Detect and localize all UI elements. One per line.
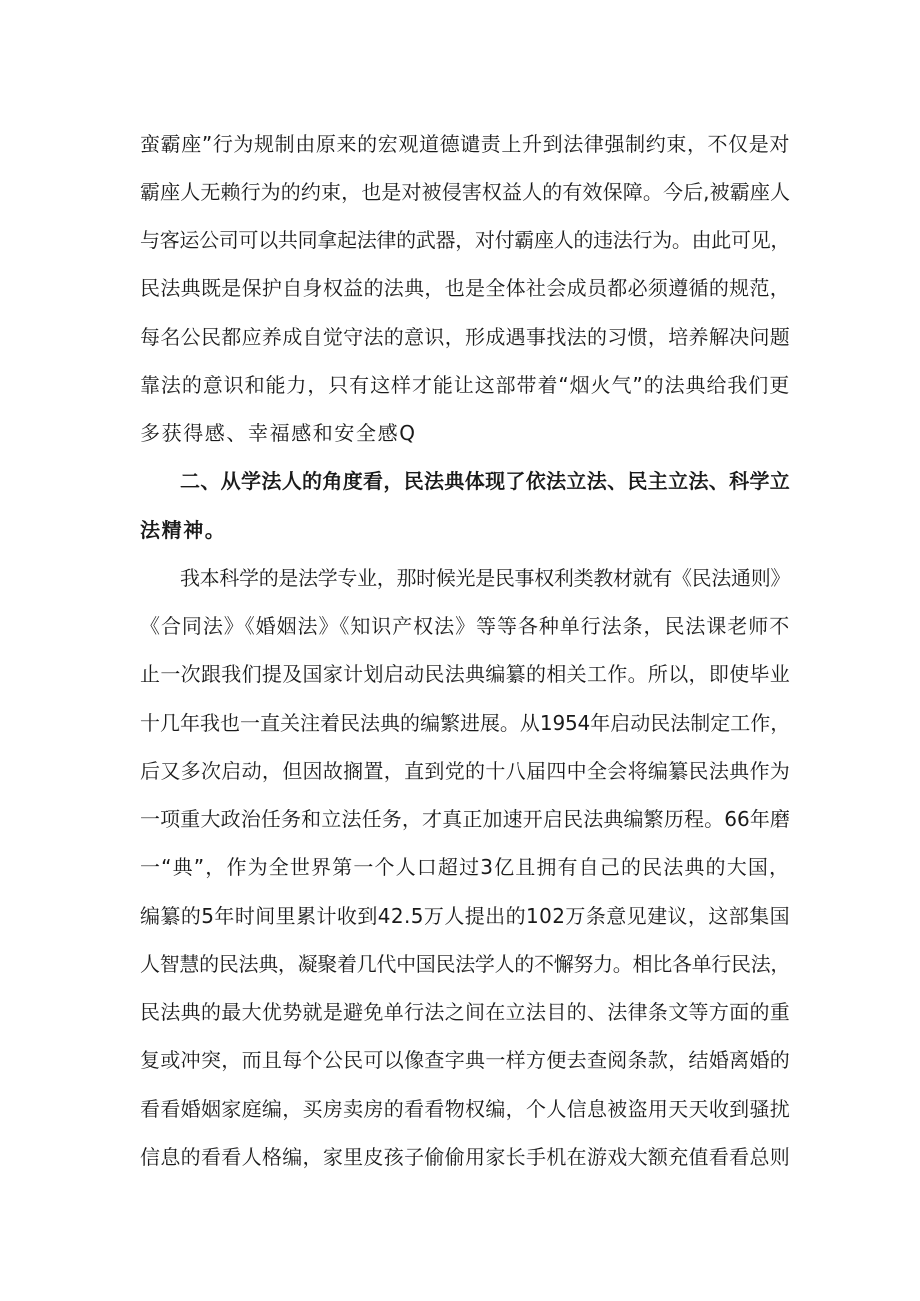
paragraph-line: 民法典的最大优势就是避免单行法之间在立法目的、法律条文等方面的重 [140,1000,790,1024]
section-heading-line: 法精神。 [140,518,227,542]
paragraph-line: 每名公民都应养成自觉守法的意识，形成遇事找法的习惯，培养解决问题 [140,325,790,349]
paragraph-line: 多获得感、幸福感和安全感Q [140,421,417,445]
paragraph-line: 信息的看看人格编，家里皮孩子偷偷用家长手机在游戏大额充值看看总则 [140,1145,790,1169]
paragraph-line: 止一次跟我们提及国家计划启动民法典编纂的相关工作。所以，即使毕业 [140,662,790,686]
paragraph-line: 复或冲突，而且每个公民可以像查字典一样方便去查阅条款，结婚离婚的 [140,1048,790,1072]
paragraph-line: 一项重大政治任务和立法任务，才真正加速开启民法典编繁历程。66年磨 [140,807,790,831]
paragraph-line: 十几年我也一直关注着民法典的编繁进展。从1954年启动民法制定工作， [140,711,790,735]
paragraph-line: 编纂的5年时间里累计收到42.5万人提出的102万条意见建议，这部集国 [140,904,790,928]
paragraph-line: 靠法的意识和能力，只有这样才能让这部带着“烟火气”的法典给我们更 [140,373,790,397]
paragraph-line: 人智慧的民法典，凝聚着几代中国民法学人的不懈努力。相比各单行民法， [140,952,790,976]
paragraph-line: 霸座人无赖行为的约束，也是对被侵害权益人的有效保障。今后,被霸座人 [140,180,790,204]
paragraph-line: 《合同法》《婚姻法》《知识产权法》等等各种单行法条，民法课老师不 [140,614,790,638]
paragraph-line: 蛮霸座”行为规制由原来的宏观道德谴责上升到法律强制约束，不仅是对 [140,132,790,156]
section-heading-line: 二、从学法人的角度看，民法典体现了依法立法、民主立法、科学立 [180,469,790,493]
paragraph-line: 看看婚姻家庭编，买房卖房的看看物权编，个人信息被盗用天天收到骚扰 [140,1097,790,1121]
paragraph-line: 与客运公司可以共同拿起法律的武器，对付霸座人的违法行为。由此可见， [140,228,790,252]
paragraph-line: 民法典既是保护自身权益的法典，也是全体社会成员都必须遵循的规范， [140,276,790,300]
paragraph-line: 一“典”，作为全世界第一个人口超过3亿且拥有自己的民法典的大国， [140,855,790,879]
paragraph-line: 我本科学的是法学专业，那时候光是民事权利类教材就有《民法通则》 [180,566,790,590]
paragraph-line: 后又多次启动，但因故搁置，直到党的十八届四中全会将编纂民法典作为 [140,759,790,783]
